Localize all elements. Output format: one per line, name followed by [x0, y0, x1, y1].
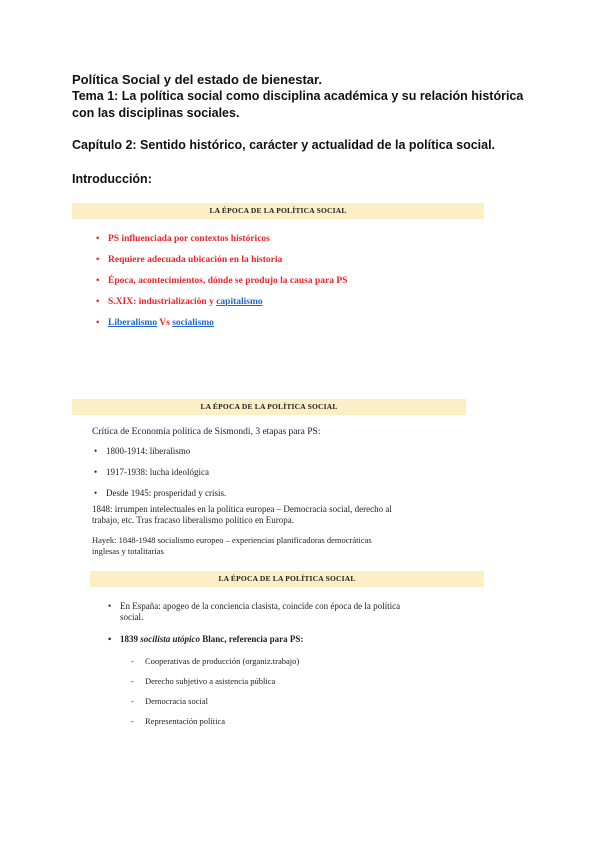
list-item: • 1917-1938: lucha ideológica — [94, 467, 209, 477]
list-item: • 1839 socilista utópico Blanc, referencia para PS: — [108, 634, 304, 644]
slide3-sub-list — [131, 656, 300, 736]
dash-icon: - — [131, 696, 134, 706]
list-item: - Representación política — [131, 716, 226, 726]
bullet-icon: • — [108, 601, 112, 611]
tema-heading — [72, 88, 542, 122]
slide2-heading-bar: LA ÉPOCA DE LA POLÍTICA SOCIAL — [72, 399, 466, 415]
introduccion-heading: Introducción: — [72, 172, 152, 186]
capitulo-heading: Capítulo 2: Sentido histórico, carácter y actualidad de la política social. — [72, 138, 496, 152]
slide1-bullet-list — [96, 232, 348, 337]
socialismo-link[interactable]: socialismo — [172, 318, 214, 328]
dash-icon: - — [131, 656, 134, 666]
list-item: - Democracia social — [131, 696, 209, 706]
list-item: • Requiere adecuada ubicación en la historia — [96, 255, 283, 265]
list-item: • Desde 1945: prosperidad y crisis. — [94, 488, 227, 498]
bullet-icon: • — [94, 488, 98, 498]
bullet-icon: • — [94, 467, 98, 477]
slide3-bullet-list — [108, 601, 460, 654]
dash-icon: - — [131, 716, 134, 726]
bullet-icon: • — [96, 234, 100, 244]
slide2-paragraph-hayek: Hayek: 1848-1948 socialismo europeo – experiencias planificadoras democráticas inglesas y totalitarias — [92, 535, 372, 556]
tema-line-1: Tema 1: La política social como disciplina académica y su relación histórica — [72, 89, 524, 103]
list-item: • PS influenciada por contextos históricos — [96, 234, 270, 244]
slide2-paragraph-1848: 1848: irrumpen intelectuales en la política europea – Democracia social, derecho al trabajo, etc. Tras fracaso liberalismo político en Europa. — [92, 504, 392, 525]
dash-icon: - — [131, 676, 134, 686]
bullet-icon: • — [96, 297, 100, 307]
bullet-icon: • — [96, 276, 100, 286]
bullet-icon: • — [96, 318, 100, 328]
list-item: • S.XIX: industrialización y capitalismo — [96, 297, 263, 307]
list-item: • Liberalismo Vs socialismo — [96, 318, 214, 328]
capitalismo-link[interactable]: capitalismo — [216, 297, 263, 307]
slide3-heading-bar: LA ÉPOCA DE LA POLÍTICA SOCIAL — [90, 571, 484, 587]
slide1-heading-bar: LA ÉPOCA DE LA POLÍTICA SOCIAL — [72, 203, 484, 219]
list-item: • 1800-1914: liberalismo — [94, 446, 191, 456]
list-item: - Derecho subjetivo a asistencia pública — [131, 676, 276, 686]
list-item: - Cooperativas de producción (organiz.trabajo) — [131, 656, 300, 666]
document-title: Política Social y del estado de bienestar. — [72, 72, 322, 87]
slide2-intro-text: Crítica de Economía política de Sismondi, 3 etapas para PS: — [92, 427, 321, 437]
bullet-icon: • — [96, 255, 100, 265]
list-item: • Época, acontecimientos, dónde se produjo la causa para PS — [96, 276, 348, 286]
bullet-icon: • — [108, 634, 112, 644]
bullet-icon: • — [94, 446, 98, 456]
liberalismo-link[interactable]: Liberalismo — [108, 318, 158, 328]
slide2-bullet-list — [94, 444, 227, 507]
list-item: • En España: apogeo de la conciencia clasista, coincide con época de la política social. — [108, 601, 401, 622]
tema-line-2: con las disciplinas sociales. — [72, 106, 240, 120]
